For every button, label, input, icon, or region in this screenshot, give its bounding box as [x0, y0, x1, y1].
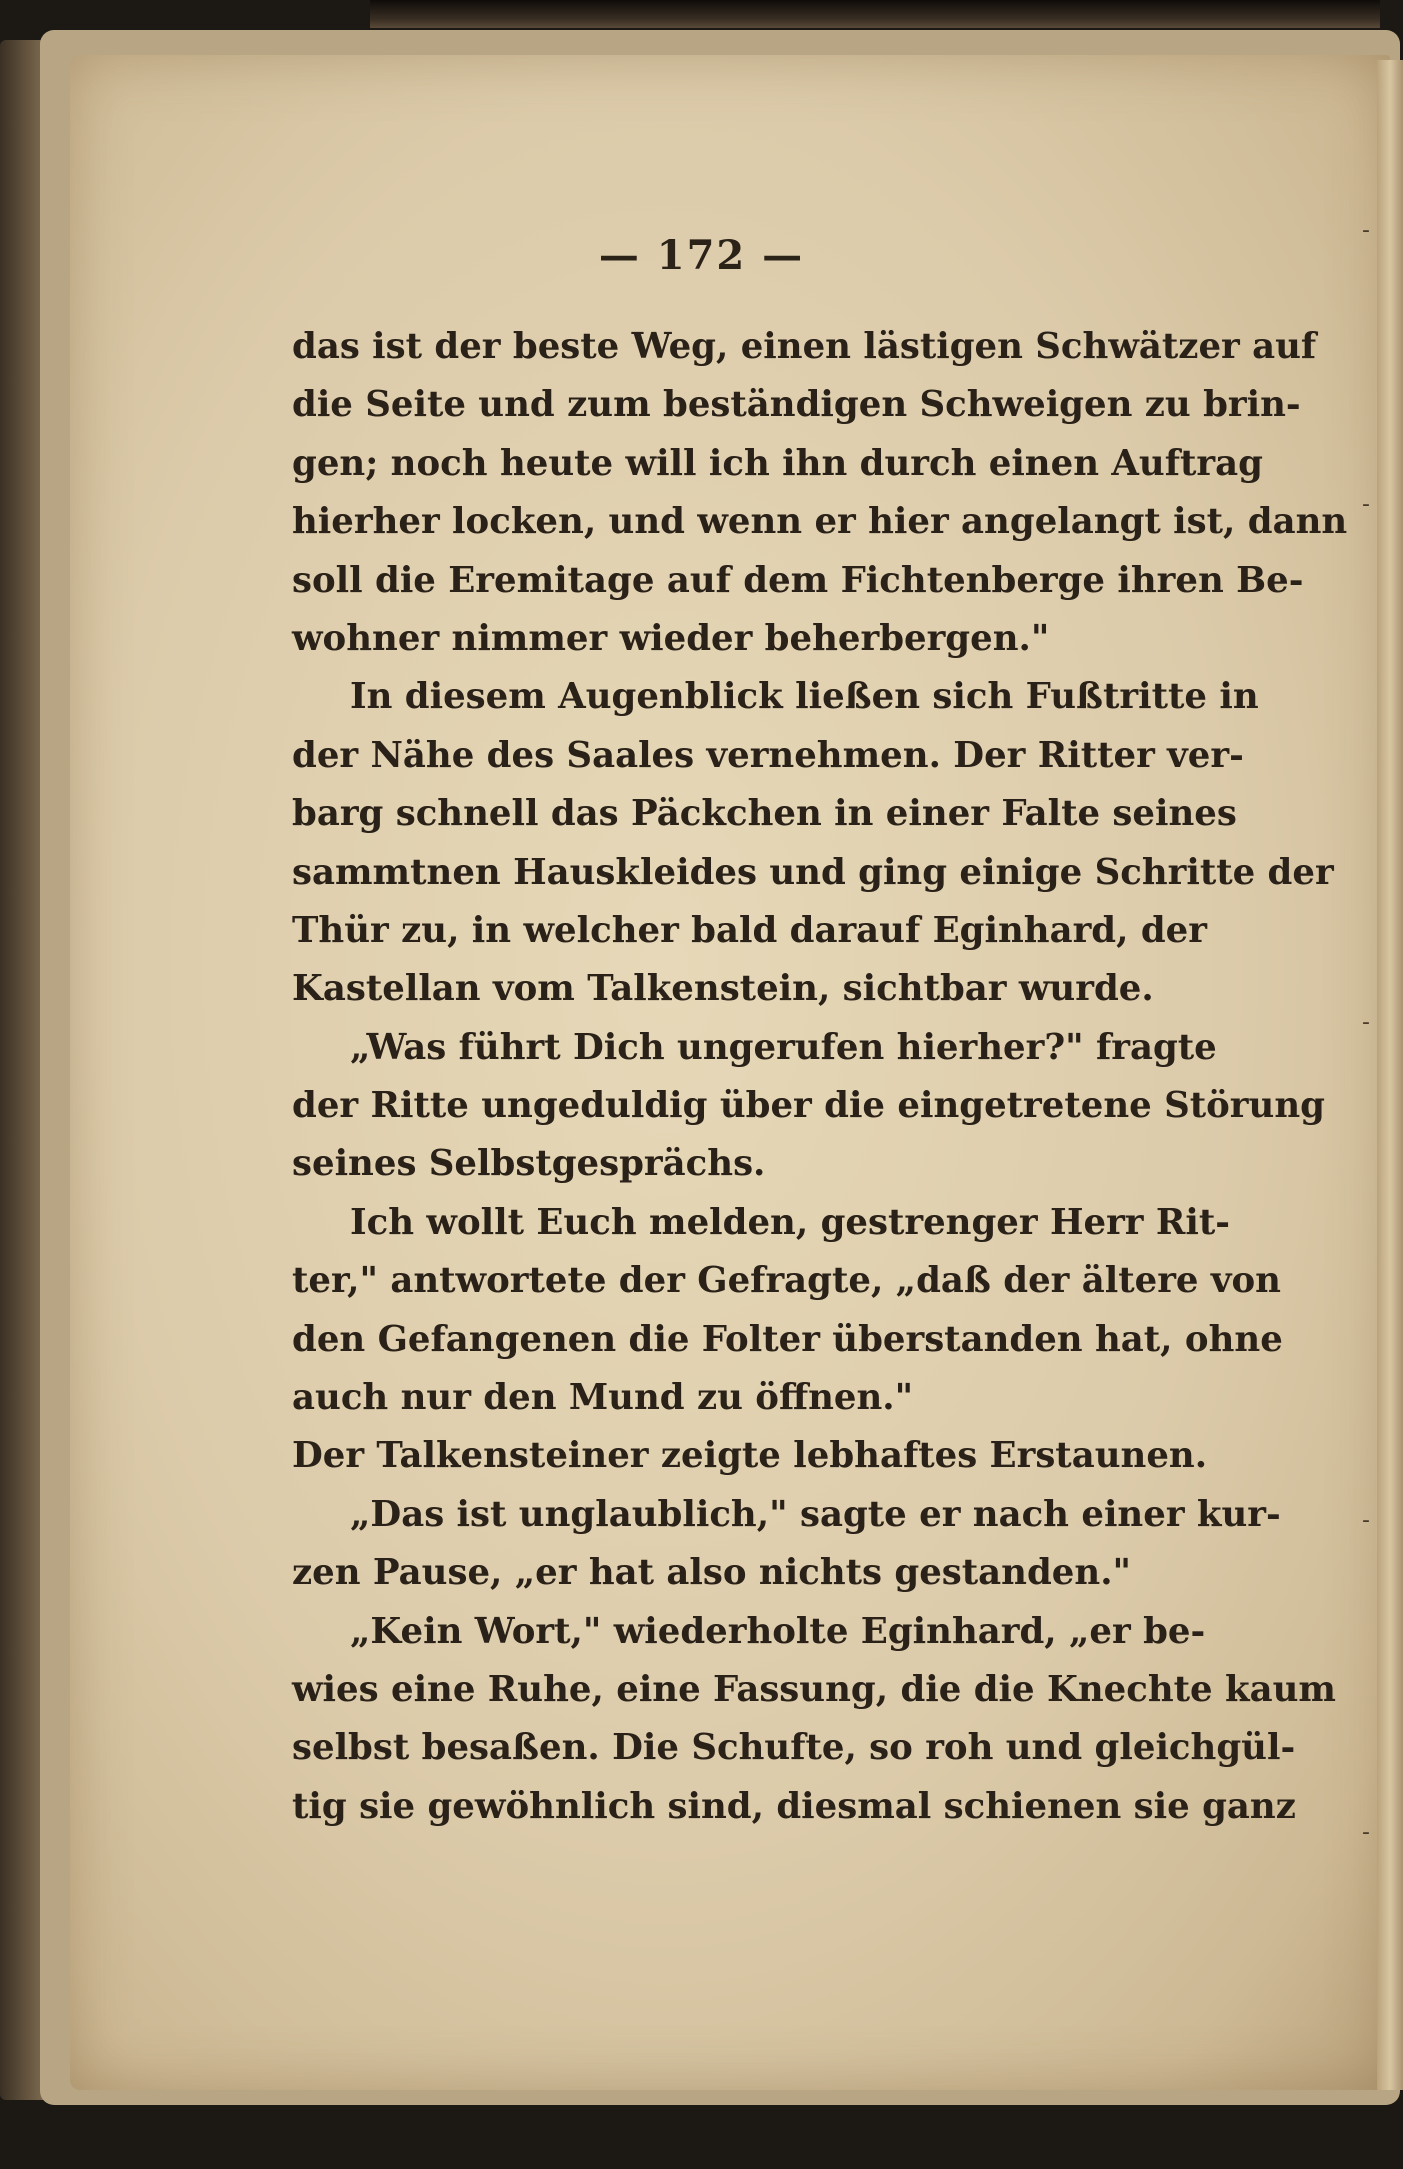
text-line: soll die Eremitage auf dem Fichtenberge ihren Be- [292, 559, 1304, 601]
page-number-header: — 172 — [598, 232, 805, 279]
text-line: der Ritte ungeduldig über die eingetretene Störung [292, 1085, 1325, 1127]
margin-tick-mark: - [1362, 1508, 1370, 1533]
text-line: Kastellan vom Talkenstein, sichtbar wurde. [292, 968, 1154, 1010]
text-line: auch nur den Mund zu öffnen." [292, 1377, 914, 1419]
text-line: den Gefangenen die Folter überstanden hat, ohne [292, 1318, 1283, 1360]
text-line: Der Talkensteiner zeigte lebhaftes Erstaunen. [292, 1435, 1208, 1477]
text-line: zen Pause, „er hat also nichts gestanden." [292, 1552, 1132, 1594]
text-line: seines Selbstgesprächs. [292, 1143, 766, 1185]
text-line: wies eine Ruhe, eine Fassung, die die Knechte kaum [292, 1668, 1336, 1710]
body-text [292, 318, 1348, 1836]
text-line: selbst besaßen. Die Schufte, so roh und gleichgül- [292, 1727, 1296, 1769]
margin-tick-mark: - [1362, 1010, 1370, 1035]
text-line: hierher locken, und wenn er hier angelangt ist, dann [292, 501, 1348, 543]
text-line: „Kein Wort," wiederholte Eginhard, „er be- [350, 1610, 1206, 1652]
text-line: sammtnen Hauskleides und ging einige Schritte der [292, 851, 1334, 893]
page-edge-right [1377, 60, 1403, 2090]
binding-top [370, 0, 1380, 28]
text-line: die Seite und zum beständigen Schweigen zu brin- [292, 384, 1301, 426]
text-line: „Was führt Dich ungerufen hierher?" fragte [350, 1026, 1217, 1068]
text-line: ter," antwortete der Gefragte, „daß der ältere von [292, 1260, 1281, 1302]
text-line: Ich wollt Euch melden, gestrenger Herr Rit- [350, 1201, 1230, 1243]
text-line: gen; noch heute will ich ihn durch einen Auftrag [292, 442, 1263, 484]
text-line: wohner nimmer wieder beherbergen." [292, 617, 1050, 659]
text-line: das ist der beste Weg, einen lästigen Schwätzer auf [292, 326, 1317, 367]
margin-tick-mark: - [1362, 1820, 1370, 1845]
margin-tick-mark: - [1362, 492, 1370, 517]
margin-tick-mark: - [1362, 218, 1370, 243]
text-line: barg schnell das Päckchen in einer Falte seines [292, 793, 1237, 835]
text-line: der Nähe des Saales vernehmen. Der Ritter ver- [292, 734, 1244, 776]
text-line: „Das ist unglaublich," sagte er nach einer kur- [350, 1493, 1281, 1535]
text-line: In diesem Augenblick ließen sich Fußtritte in [350, 676, 1259, 718]
text-line: tig sie gewöhnlich sind, diesmal schienen sie ganz [292, 1785, 1296, 1827]
text-line: Thür zu, in welcher bald darauf Eginhard, der [292, 909, 1207, 951]
